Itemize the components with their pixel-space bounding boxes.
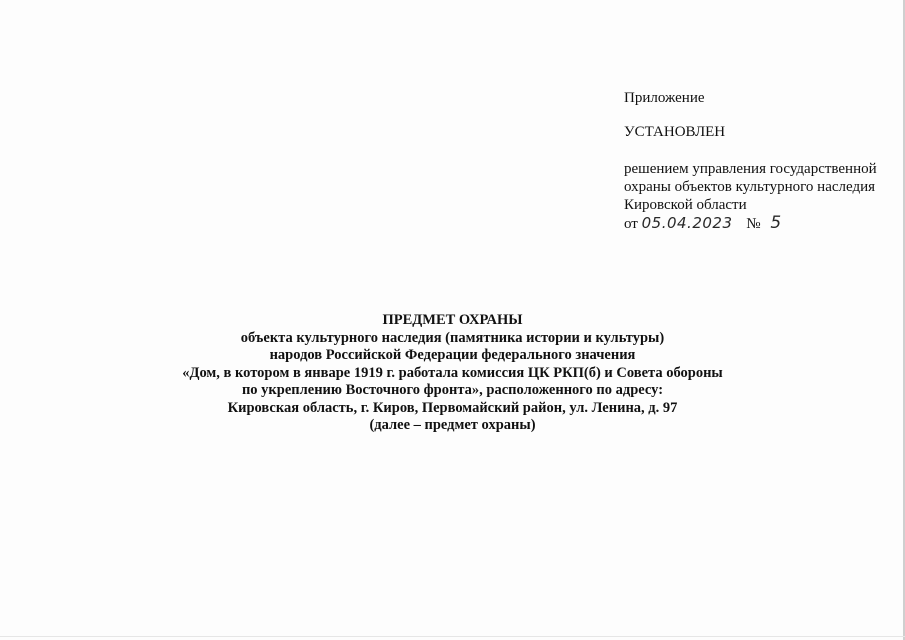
title-line-1: объекта культурного наследия (памятника истории и культуры): [240, 329, 665, 346]
decision-line-2: охраны объектов культурного наследия: [624, 179, 876, 195]
title-line-6: (далее – предмет охраны): [369, 417, 536, 433]
scan-edge-bottom: [0, 636, 905, 637]
appendix-label: Приложение: [624, 90, 705, 106]
title-line-5: Кировская область, г. Киров, Первомайский район, ул. Ленина, д. 97: [227, 399, 678, 416]
title-heading: ПРЕДМЕТ ОХРАНЫ: [382, 312, 523, 328]
date-number-line: [624, 214, 782, 233]
decision-line-3: Кировской области: [624, 197, 747, 213]
handwritten-number: 5: [770, 213, 782, 233]
established-label: УСТАНОВЛЕН: [624, 124, 726, 140]
title-line-2: народов Российской Федерации федерального значения: [269, 347, 636, 363]
protection-subject-title: [0, 312, 905, 435]
decision-line-1: решением управления государственной: [624, 161, 877, 177]
title-line-3: «Дом, в котором в январе 1919 г. работала комиссия ЦК РКП(б) и Совета обороны: [182, 364, 723, 381]
number-label: №: [746, 216, 761, 232]
handwritten-date: 05.04.2023: [641, 214, 733, 232]
date-prefix: от: [624, 216, 638, 232]
title-line-4: по укреплению Восточного фронта», расположенного по адресу:: [241, 382, 664, 398]
